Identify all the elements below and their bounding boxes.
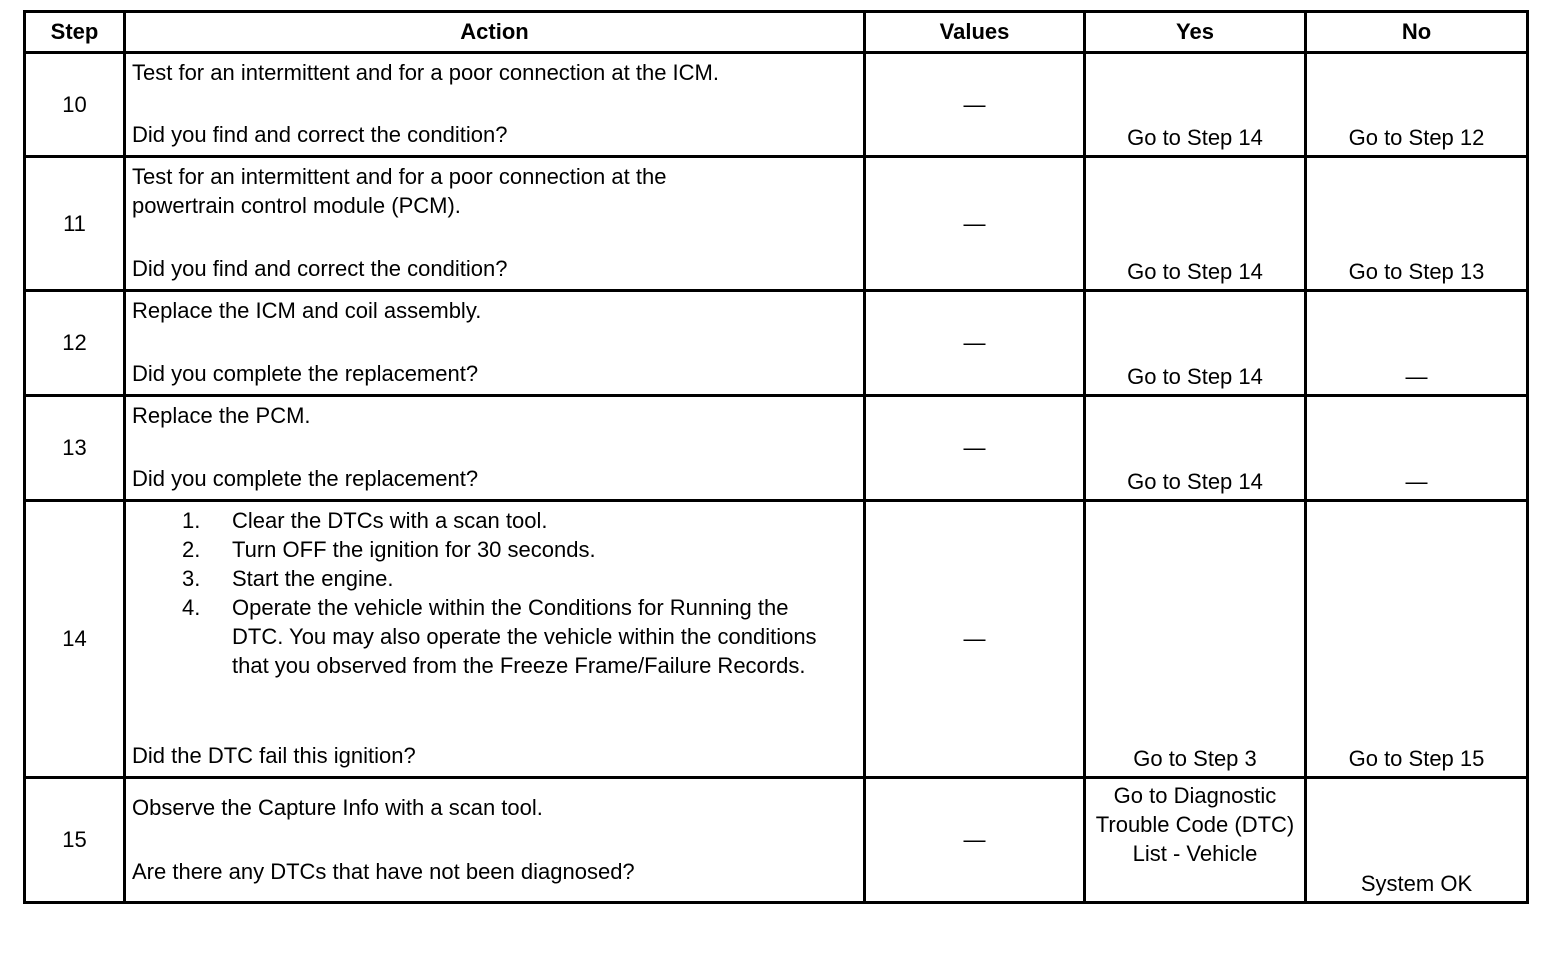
step-number: 10 bbox=[25, 53, 125, 157]
table-row bbox=[25, 291, 1528, 396]
no-text: — bbox=[1405, 364, 1428, 389]
no-text: — bbox=[1405, 469, 1428, 494]
list-item bbox=[182, 564, 857, 593]
step-number: 14 bbox=[25, 501, 125, 778]
yes-cell bbox=[1085, 396, 1306, 501]
action-cell bbox=[125, 778, 865, 903]
header-no: No bbox=[1306, 12, 1528, 53]
list-item bbox=[182, 506, 857, 535]
list-item bbox=[182, 593, 832, 680]
action-text: Test for an intermittent and for a poor connection at the ICM. bbox=[132, 60, 719, 85]
no-cell bbox=[1306, 157, 1528, 291]
yes-text: Go to Step 14 bbox=[1127, 259, 1263, 284]
question-text: Are there any DTCs that have not been diagnosed? bbox=[132, 859, 635, 884]
no-text: System OK bbox=[1360, 871, 1473, 896]
list-number: 4. bbox=[182, 595, 201, 620]
step-number: 15 bbox=[25, 778, 125, 903]
step-number: 12 bbox=[25, 291, 125, 396]
table-row bbox=[25, 396, 1528, 501]
no-cell bbox=[1306, 291, 1528, 396]
header-action: Action bbox=[125, 12, 865, 53]
action-text: Observe the Capture Info with a scan tool. bbox=[132, 795, 543, 820]
yes-cell bbox=[1085, 53, 1306, 157]
list-number: 2. bbox=[182, 537, 201, 562]
yes-text: Go to Diagnostic Trouble Code (DTC) List - Vehicle bbox=[1095, 783, 1295, 866]
yes-text: Go to Step 14 bbox=[1127, 469, 1263, 494]
values-cell: — bbox=[865, 501, 1085, 778]
action-text: Replace the ICM and coil assembly. bbox=[132, 298, 482, 323]
list-text: Start the engine. bbox=[232, 566, 394, 591]
list-text: Turn OFF the ignition for 30 seconds. bbox=[232, 537, 596, 562]
action-cell bbox=[125, 291, 865, 396]
question-text: Did you find and correct the condition? bbox=[132, 256, 508, 281]
action-cell bbox=[125, 396, 865, 501]
header-yes: Yes bbox=[1085, 12, 1306, 53]
diagnostic-table bbox=[23, 10, 1529, 904]
values-cell: — bbox=[865, 157, 1085, 291]
procedure-list bbox=[132, 506, 857, 680]
list-text: Operate the vehicle within the Conditions for Running the DTC. You may also operate the vehicle within the conditions that you observed from the Freeze Frame/Failure Records. bbox=[232, 595, 817, 678]
no-text: Go to Step 12 bbox=[1348, 125, 1485, 150]
yes-text: Go to Step 3 bbox=[1133, 746, 1257, 771]
list-text: Clear the DTCs with a scan tool. bbox=[232, 508, 548, 533]
action-text: Replace the PCM. bbox=[132, 403, 311, 428]
question-text: Did you complete the replacement? bbox=[132, 361, 479, 386]
step-number: 13 bbox=[25, 396, 125, 501]
list-number: 1. bbox=[182, 508, 201, 533]
no-cell bbox=[1306, 53, 1528, 157]
list-item bbox=[182, 535, 857, 564]
question-text: Did the DTC fail this ignition? bbox=[132, 743, 416, 768]
table-row bbox=[25, 157, 1528, 291]
action-cell bbox=[125, 157, 865, 291]
no-text: Go to Step 15 bbox=[1348, 746, 1485, 771]
table-row bbox=[25, 53, 1528, 157]
header-step: Step bbox=[25, 12, 125, 53]
yes-text: Go to Step 14 bbox=[1127, 125, 1263, 150]
action-text: Test for an intermittent and for a poor connection at the powertrain control module (PCM). bbox=[132, 164, 667, 218]
list-number: 3. bbox=[182, 566, 201, 591]
no-cell bbox=[1306, 501, 1528, 778]
yes-cell bbox=[1085, 778, 1306, 903]
table-row bbox=[25, 778, 1528, 903]
action-cell bbox=[125, 53, 865, 157]
no-text: Go to Step 13 bbox=[1348, 259, 1485, 284]
values-cell: — bbox=[865, 778, 1085, 903]
header-row bbox=[25, 12, 1528, 53]
values-cell: — bbox=[865, 396, 1085, 501]
table-row bbox=[25, 501, 1528, 778]
values-cell: — bbox=[865, 291, 1085, 396]
question-text: Did you find and correct the condition? bbox=[132, 122, 508, 147]
yes-cell bbox=[1085, 157, 1306, 291]
step-number: 11 bbox=[25, 157, 125, 291]
no-cell bbox=[1306, 778, 1528, 903]
yes-cell bbox=[1085, 501, 1306, 778]
header-values: Values bbox=[865, 12, 1085, 53]
yes-cell bbox=[1085, 291, 1306, 396]
yes-text: Go to Step 14 bbox=[1127, 364, 1263, 389]
action-cell bbox=[125, 501, 865, 778]
values-cell: — bbox=[865, 53, 1085, 157]
no-cell bbox=[1306, 396, 1528, 501]
question-text: Did you complete the replacement? bbox=[132, 466, 479, 491]
